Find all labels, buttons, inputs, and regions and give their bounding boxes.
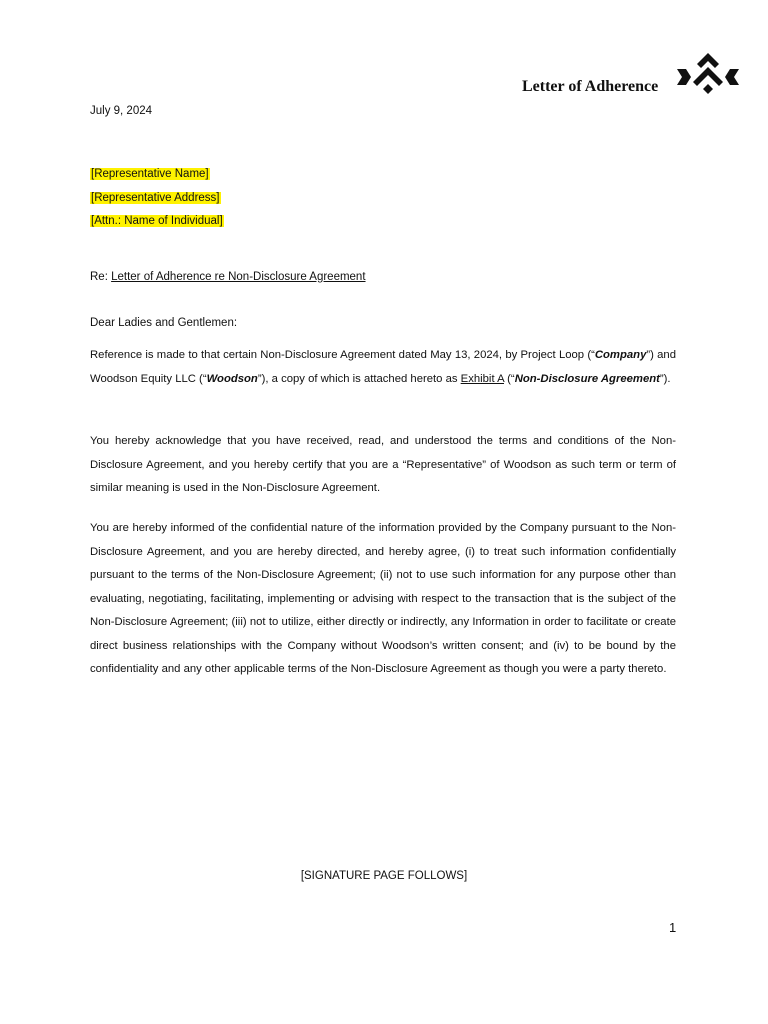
recipient-block: [90, 163, 224, 234]
recipient-address: [Representative Address]: [91, 191, 220, 204]
p1-text-1: Reference is made to that certain Non-Disclosure Agreement dated May 13, 2024, by Project Loop (“: [90, 349, 595, 361]
p1-text-2: ”) and Woodson Equity LLC (“: [90, 349, 676, 385]
re-line: [90, 266, 366, 290]
paragraph-obligations: You are hereby informed of the confidential nature of the information provided by the Company pursuant to the Non-Disclosure Agreement, and you are hereby directed, and hereby agree, (i) to treat such information confidentially pursuant to the terms of the Non-Disclosure Agreement; (ii) not to use such information for any purpose other than evaluating, negotiating, facilitating, implementing or advising with respect to the transaction that is the subject of the Non-Disclosure Agreement; (iii) not to utilize, either directly or indirectly, any Information in order to facilitate or create direct business relationships with the Company without Woodson’s written consent; and (iv) to be bound by the confidentiality and any other applicable terms of the Non-Disclosure Agreement as though you were a party thereto.: [90, 522, 676, 675]
exhibit-reference: Exhibit A: [460, 372, 505, 385]
recipient-name: [Representative Name]: [91, 168, 209, 180]
signature-page-note: [SIGNATURE PAGE FOLLOWS]: [300, 870, 468, 882]
p1-text-5: ”).: [659, 372, 671, 385]
letter-date: July 9, 2024: [90, 105, 153, 117]
defined-term-woodson: Woodson: [206, 372, 258, 385]
page-number: 1: [669, 920, 677, 935]
paragraph-reference: [90, 344, 676, 391]
document-title: Letter of Adherence: [522, 78, 659, 95]
paragraph-acknowledgement: You hereby acknowledge that you have received, read, and understood the terms and conditions of the Non-Disclosure Agreement, and you hereby certify that you are a “Representative” of Woodson as such term or term of similar meaning is used in the Non-Disclosure Agreement.: [90, 435, 676, 494]
defined-term-nda: Non-Disclosure Agreement: [514, 372, 660, 385]
recipient-attn: [Attn.: Name of Individual]: [91, 215, 223, 227]
defined-term-company: Company: [594, 349, 647, 361]
salutation: Dear Ladies and Gentlemen:: [90, 317, 238, 329]
p1-text-3: ”), a copy of which is attached hereto as: [257, 372, 461, 385]
re-subject: Letter of Adherence re Non-Disclosure Agreement: [111, 271, 366, 283]
diamond-arrows-logo-icon: [677, 53, 739, 95]
p1-text-4: (“: [504, 372, 515, 385]
re-prefix: Re:: [90, 271, 108, 283]
